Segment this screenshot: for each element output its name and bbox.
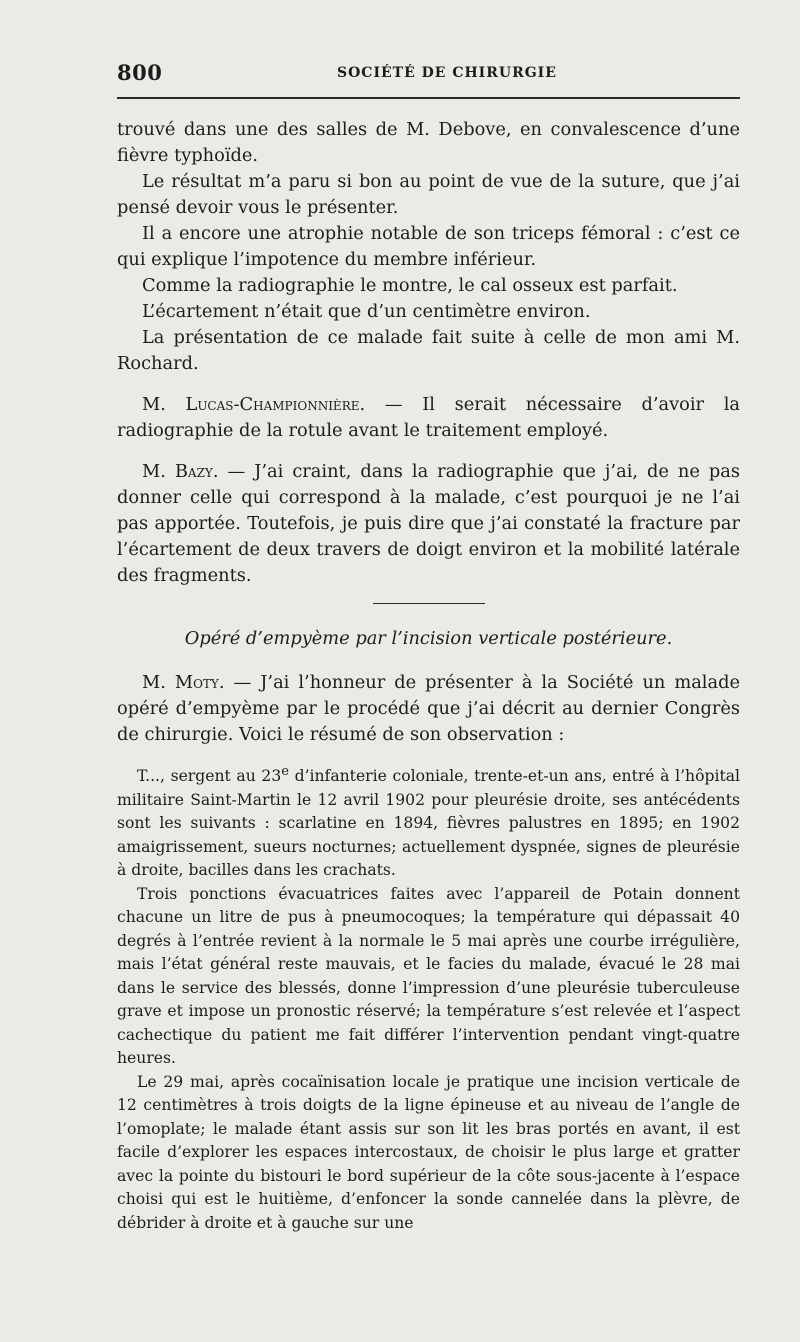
paragraph-result: Le résultat m’a paru si bon au point de vue de la suture, que j’ai pensé devoir vous le présenter.	[117, 171, 740, 218]
speaker-prefix: M.	[142, 461, 175, 482]
running-head: SOCIÉTÉ DE CHIRURGIE	[337, 65, 557, 81]
paragraph-continued: trouvé dans une des salles de M. Debove, en convalescence d’une fièvre typhoïde.	[117, 119, 740, 166]
paragraph-radiography: Comme la radiographie le montre, le cal osseux est parfait.	[142, 275, 678, 296]
intervention-lucas-championniere	[117, 392, 740, 444]
intervention-bazy	[117, 459, 740, 589]
observation	[117, 760, 740, 1235]
intervention-moty	[117, 670, 740, 748]
speaker-text: . — Il serait nécessaire d’avoir la radiographie de la rotule avant le traitement employé.	[117, 394, 740, 441]
speaker-prefix: M.	[142, 672, 175, 693]
section-title: Opéré d’empyème par l’incision verticale postérieure.	[184, 628, 673, 649]
paragraph-atrophy: Il a encore une atrophie notable de son triceps fémoral : c’est ce qui explique l’impotence du membre inférieur.	[117, 223, 740, 270]
speaker-name: Lucas-Championnière	[185, 394, 360, 415]
speaker-text: . — J’ai craint, dans la radiographie que j’ai, de ne pas donner celle qui correspond à la malade, c’est pourquoi je ne l’ai pas apportée. Toutefois, je puis dire que j’ai constaté la fracture par l’écartement de deux travers de doigt environ et la mobilité latérale des fragments.	[117, 461, 740, 586]
observation-paragraph-history: T..., sergent au 23e d’infanterie coloniale, trente-et-un ans, entré à l’hôpital militaire Saint-Martin le 12 avril 1902 pour pleurésie droite, ses antécédents sont les suivants : scarlatine en 1894, fièvres palustres en 1895; en 1902 amaigrissement, sueurs nocturnes; actuellement dyspnée, signes de pleurésie à droite, bacilles dans les crachats.	[117, 764, 740, 880]
observation-paragraph-operation: Le 29 mai, après cocaïnisation locale je pratique une incision verticale de 12 centimètres à trois doigts de la ligne épineuse et au niveau de l’angle de l’omoplate; le malade étant assis sur son lit les bras portés en avant, il est facile d’explorer les espaces intercostaux, de choisir le plus large et gratter avec la pointe du bistouri le bord supérieur de la côte sous-jacente à l’espace choisi qui est le huitième, d’enfoncer la sonde cannelée dans la plèvre, de débrider à droite et à gauche sur une	[117, 1072, 740, 1232]
header-rule	[117, 97, 740, 99]
page-header	[117, 60, 740, 90]
page-number: 800	[117, 60, 163, 85]
section-separator	[373, 603, 485, 604]
paragraph-gap: L’écartement n’était que d’un centimètre environ.	[142, 301, 591, 322]
observation-paragraph-punctures: Trois ponctions évacuatrices faites avec l’appareil de Potain donnent chacune un litre de pus à pneumocoques; la température qui dépassait 40 degrés à l’entrée revient à la normale le 5 mai après une courbe irrégulière, mais l’état général reste mauvais, et le facies du malade, évacué le 28 mai dans le service des blessés, donne l’impression d’une pleurésie tuberculeuse grave et impose un pronostic réservé; la température s’est relevée et l’aspect cachectique du patient me fait différer l’intervention pendant vingt-quatre heures.	[117, 884, 740, 1068]
speaker-text: . — J’ai l’honneur de présenter à la Société un malade opéré d’empyème par le procédé que j’ai décrit au dernier Congrès de chirurgie. Voici le résumé de son observation :	[117, 672, 741, 745]
speaker-prefix: M.	[142, 394, 186, 415]
speaker-name: Bazy	[174, 461, 213, 482]
page-body	[117, 117, 740, 1235]
speaker-name: Moty	[174, 672, 219, 693]
paragraph-presentation: La présentation de ce malade fait suite à celle de mon ami M. Rochard.	[117, 327, 740, 374]
